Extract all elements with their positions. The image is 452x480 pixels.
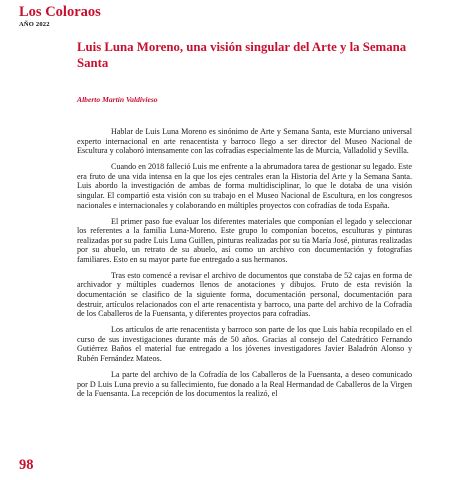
publication-title: Los Coloraos [19,4,101,20]
paragraph: Hablar de Luis Luna Moreno es sinónimo de Arte y Semana Santa, este Murciano universal experto internacional en arte renacentista y barroco llego a ser director del Museo Nacional de Escultura y colaboró intensamente con las cofradías especialmente las de Murcia, Valladolid y Sevilla. [77,127,412,156]
article-title: Luis Luna Moreno, una visión singular del Arte y la Semana Santa [77,40,407,70]
paragraph: La parte del archivo de la Cofradía de los Caballeros de la Fuensanta, a deseo comunicado por D Luis Luna previo a su fallecimiento, fue donado a la Real Hermandad de Caballeros de la Virgen de la Fuensanta. La recepción de los documentos la realizó, el [77,370,412,399]
paragraph: Tras esto comencé a revisar el archivo de documentos que constaba de 52 cajas en forma de archivador y múltiples cuadernos llenos de anotaciones y dibujos. Fruto de esta revisión la documentación se clasifico de la siguiente forma, documentación personal, documentación para destruir, artículos relacionados con el arte renacentista y barroco, una parte del archivo de la Cofradía de los Caballeros de la Fuensanta, y diferentes proyectos para cofradías. [77,270,412,319]
paragraph: Cuando en 2018 falleció Luis me enfrente a la abrumadora tarea de gestionar su legado. Este era fruto de una vida intensa en la que los ejes centrales eran la Historia del Arte y la Semana Santa. Luis abordo la investigación de ambas de forma multidisciplinar, lo que le dotaba de una visión singular. El compartió esta visión con su trabajo en el Museo Nacional de Escultura, en los congresos nacionales e internacionales y colaborando en múltiples proyectos con cofradías de toda España. [77,162,412,210]
paragraph: Los artículos de arte renacentista y barroco son parte de los que Luis había recopilado en el curso de sus investigaciones durante más de 50 años. Gracias al consejo del Catedrático Fernando Gutiérrez Baños el material fue entregado a los jóvenes investigadores Javier Baladrón Alonso y Rubén Fernández Mateos. [77,325,412,364]
article-body [77,127,412,405]
paragraph: El primer paso fue evaluar los diferentes materiales que componían el legado y seleccionar los referentes a la familia Luna-Moreno. Este grupo lo componían bocetos, esculturas y pinturas realizadas por su padre Luis Luna Guillen, pinturas realizadas por su tía María José, pinturas realizadas por su abuelo, un retrato de su abuelo, así como un archivo con documentación y fotografías familiares. Esto en su mayor parte fue entregado a sus hermanos. [77,216,412,264]
publication-year: AÑO 2022 [19,21,50,28]
page-number: 98 [19,457,34,473]
article-author: Alberto Martín Valdivieso [77,95,158,104]
